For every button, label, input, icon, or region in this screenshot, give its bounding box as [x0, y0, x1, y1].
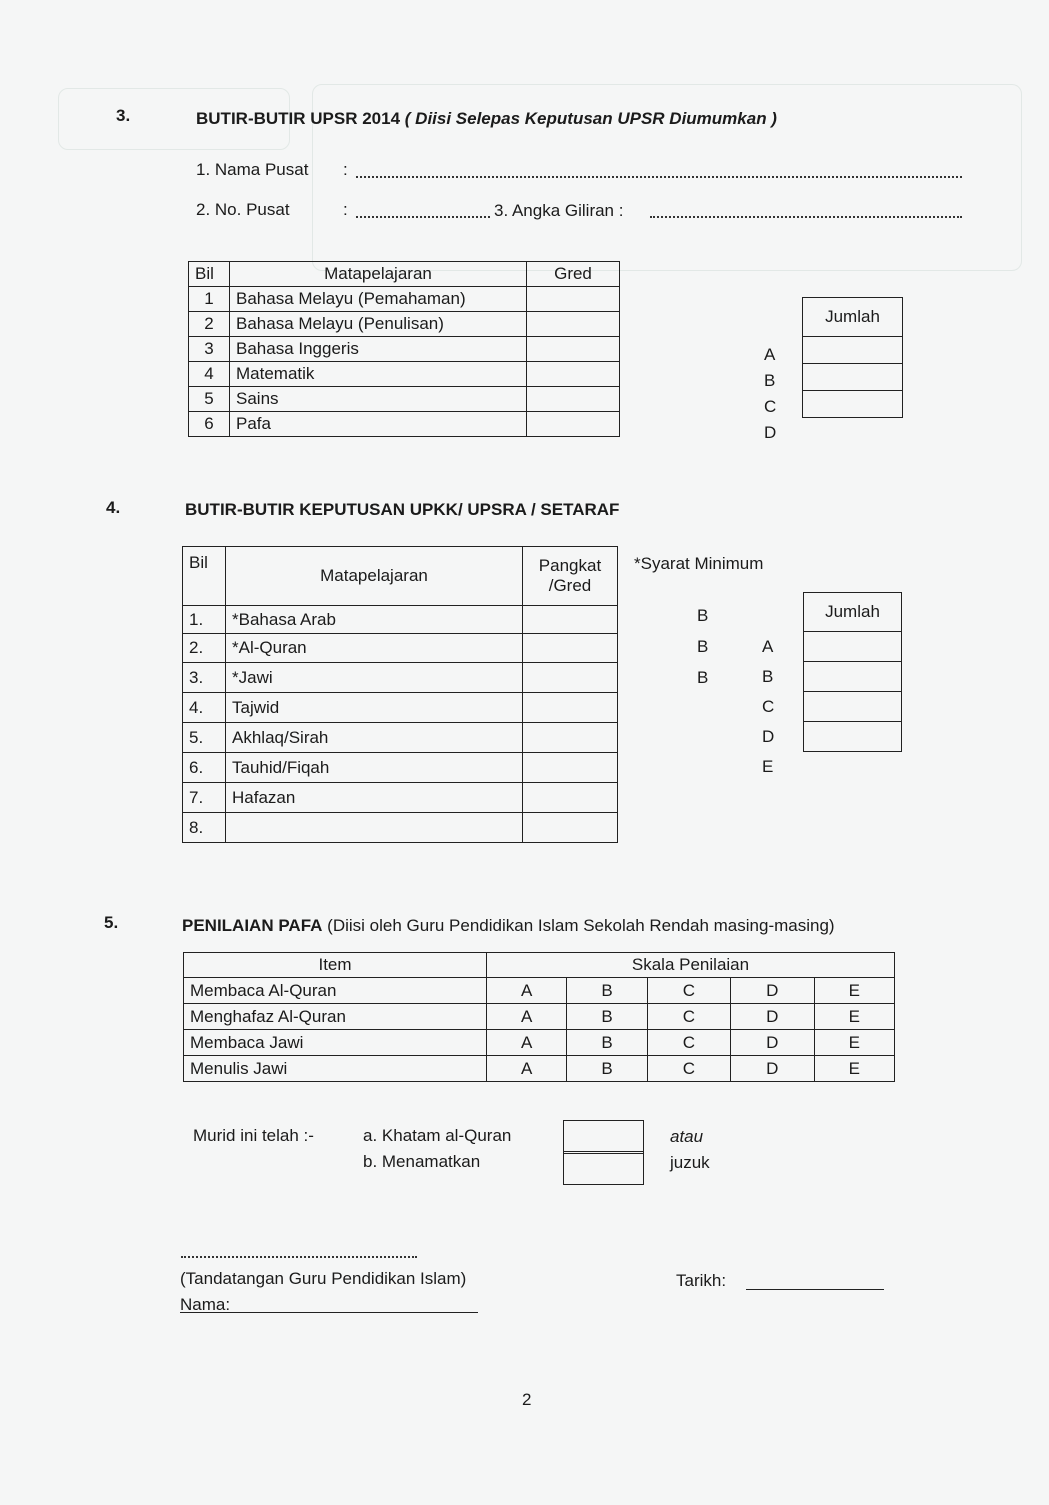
- row-bil: 2.: [183, 634, 226, 663]
- pangkat-gred-header: [523, 547, 618, 606]
- option-menamatkan: b. Menamatkan: [363, 1152, 481, 1171]
- juzuk-label: juzuk: [670, 1153, 710, 1172]
- scale-option[interactable]: A: [487, 1056, 567, 1082]
- upsr-jumlah-table: [802, 297, 903, 418]
- jumlah-letter: A: [762, 637, 774, 656]
- jumlah-letter: C: [764, 397, 777, 416]
- row-subject: Bahasa Inggeris: [230, 337, 527, 362]
- table-row: [184, 978, 895, 1004]
- table-row: [184, 1004, 895, 1030]
- section-5-title: PENILAIAN PAFA: [182, 916, 323, 935]
- tarikh-label: Tarikh:: [676, 1271, 727, 1290]
- table-row: [189, 362, 620, 387]
- row-grade-cell[interactable]: [527, 412, 620, 437]
- row-subject: Sains: [230, 387, 527, 412]
- angka-giliran-label: 3. Angka Giliran :: [494, 201, 624, 220]
- row-grade-cell[interactable]: [523, 693, 618, 723]
- upkk-jumlah-table: [803, 592, 902, 752]
- subject-header: Matapelajaran: [230, 262, 527, 287]
- option-khatam: a. Khatam al-Quran: [363, 1126, 512, 1145]
- section-5-note: (Diisi oleh Guru Pendidikan Islam Sekolah Rendah masing-masing): [327, 916, 835, 935]
- row-grade-cell[interactable]: [523, 813, 618, 843]
- pafa-item: Membaca Jawi: [184, 1030, 487, 1056]
- row-subject: Akhlaq/Sirah: [226, 723, 523, 753]
- scale-option[interactable]: B: [567, 1030, 647, 1056]
- row-subject: Pafa: [230, 412, 527, 437]
- row-grade-cell[interactable]: [523, 606, 618, 634]
- row-grade-cell[interactable]: [523, 663, 618, 693]
- syarat-value: B: [697, 668, 709, 687]
- row-grade-cell[interactable]: [527, 287, 620, 312]
- gred-label: /Gred: [548, 576, 592, 595]
- section-3-heading: [196, 109, 777, 129]
- row-subject[interactable]: [226, 813, 523, 843]
- no-pusat-label: 2. No. Pusat: [196, 200, 290, 219]
- row-subject: Matematik: [230, 362, 527, 387]
- upsr-grades-table: [188, 261, 620, 437]
- jumlah-cell-c[interactable]: [803, 391, 903, 418]
- section-5-number: 5.: [104, 913, 119, 932]
- khatam-checkbox[interactable]: [563, 1120, 644, 1154]
- table-row: [184, 1056, 895, 1082]
- subject-header: Matapelajaran: [226, 547, 523, 606]
- scale-option[interactable]: A: [487, 1030, 567, 1056]
- syarat-value: B: [697, 606, 709, 625]
- pafa-assessment-table: [183, 952, 895, 1082]
- row-subject: *Jawi: [226, 663, 523, 693]
- pafa-item: Menulis Jawi: [184, 1056, 487, 1082]
- row-subject: Bahasa Melayu (Pemahaman): [230, 287, 527, 312]
- signature-label: (Tandatangan Guru Pendidikan Islam): [180, 1269, 467, 1288]
- scale-option[interactable]: E: [814, 1004, 894, 1030]
- tarikh-field[interactable]: [746, 1289, 884, 1290]
- jumlah-letter: B: [762, 667, 774, 686]
- nama-field[interactable]: [180, 1312, 478, 1313]
- scale-header: Skala Penilaian: [487, 953, 895, 978]
- scale-option[interactable]: B: [567, 978, 647, 1004]
- upkk-grades-table: [182, 546, 618, 843]
- jumlah-cell-a[interactable]: [803, 337, 903, 364]
- table-row: [183, 663, 618, 693]
- jumlah-cell-a[interactable]: [804, 632, 902, 662]
- row-grade-cell[interactable]: [523, 753, 618, 783]
- pafa-item: Membaca Al-Quran: [184, 978, 487, 1004]
- section-4-title: BUTIR-BUTIR KEPUTUSAN UPKK/ UPSRA / SETARAF: [185, 500, 620, 519]
- row-bil: 4: [189, 362, 230, 387]
- table-header-row: [184, 953, 895, 978]
- section-3-title: BUTIR-BUTIR UPSR 2014: [196, 109, 401, 128]
- row-grade-cell[interactable]: [527, 387, 620, 412]
- jumlah-letter: E: [762, 757, 774, 776]
- scale-option[interactable]: A: [487, 978, 567, 1004]
- table-row: [189, 287, 620, 312]
- row-subject: *Bahasa Arab: [226, 606, 523, 634]
- jumlah-letter: D: [764, 423, 777, 442]
- scale-option[interactable]: C: [647, 978, 730, 1004]
- no-pusat-colon: :: [343, 200, 348, 219]
- row-bil: 6.: [183, 753, 226, 783]
- atau-label: atau: [670, 1127, 704, 1146]
- jumlah-header: Jumlah: [803, 298, 903, 337]
- row-subject: Hafazan: [226, 783, 523, 813]
- scale-option[interactable]: D: [731, 1030, 814, 1056]
- scale-option[interactable]: D: [731, 1004, 814, 1030]
- row-grade-cell[interactable]: [523, 783, 618, 813]
- table-header-row: [183, 547, 618, 606]
- jumlah-letter: B: [764, 371, 776, 390]
- row-bil: 3: [189, 337, 230, 362]
- jumlah-letter: D: [762, 727, 775, 746]
- row-grade-cell[interactable]: [523, 634, 618, 663]
- row-bil: 2: [189, 312, 230, 337]
- angka-giliran-field[interactable]: [650, 216, 962, 218]
- row-subject: Tauhid/Fiqah: [226, 753, 523, 783]
- bil-header: Bil: [189, 262, 230, 287]
- jumlah-letter: A: [764, 345, 776, 364]
- scale-option[interactable]: D: [731, 1056, 814, 1082]
- table-row: [189, 312, 620, 337]
- table-row: [183, 723, 618, 753]
- table-row: [189, 337, 620, 362]
- row-bil: 6: [189, 412, 230, 437]
- syarat-value: B: [697, 637, 709, 656]
- scale-option[interactable]: C: [647, 1030, 730, 1056]
- table-row: [189, 387, 620, 412]
- scale-option[interactable]: B: [567, 1004, 647, 1030]
- scale-option[interactable]: B: [567, 1056, 647, 1082]
- row-bil: 7.: [183, 783, 226, 813]
- page-number: 2: [522, 1390, 532, 1409]
- grade-header: Gred: [527, 262, 620, 287]
- row-bil: 3.: [183, 663, 226, 693]
- table-header-row: [189, 262, 620, 287]
- table-row: [183, 753, 618, 783]
- table-row: [183, 813, 618, 843]
- signature-line[interactable]: [181, 1256, 417, 1258]
- row-grade-cell[interactable]: [527, 362, 620, 387]
- table-row: [189, 412, 620, 437]
- nama-pusat-label: 1. Nama Pusat: [196, 160, 309, 179]
- table-row: [183, 634, 618, 663]
- pafa-item: Menghafaz Al-Quran: [184, 1004, 487, 1030]
- row-subject: *Al-Quran: [226, 634, 523, 663]
- jumlah-letter: C: [762, 697, 775, 716]
- row-subject: Bahasa Melayu (Penulisan): [230, 312, 527, 337]
- table-row: [183, 693, 618, 723]
- row-bil: 5.: [183, 723, 226, 753]
- section-4-number: 4.: [106, 498, 121, 517]
- scale-option[interactable]: E: [814, 1056, 894, 1082]
- row-subject: Tajwid: [226, 693, 523, 723]
- row-grade-cell[interactable]: [523, 723, 618, 753]
- table-row: [183, 606, 618, 634]
- syarat-minimum-title: *Syarat Minimum: [634, 554, 764, 573]
- jumlah-cell-b[interactable]: [803, 364, 903, 391]
- scale-option[interactable]: D: [731, 978, 814, 1004]
- row-bil: 8.: [183, 813, 226, 843]
- row-grade-cell[interactable]: [527, 337, 620, 362]
- table-row: [184, 1030, 895, 1056]
- juzuk-count-box[interactable]: [563, 1151, 644, 1185]
- bil-header: Bil: [183, 547, 226, 606]
- scale-option[interactable]: A: [487, 1004, 567, 1030]
- nama-label: Nama:: [180, 1295, 231, 1314]
- section-5-heading: [182, 916, 835, 936]
- row-bil: 5: [189, 387, 230, 412]
- scale-option[interactable]: C: [647, 1004, 730, 1030]
- pangkat-label: Pangkat: [538, 556, 602, 575]
- murid-label: Murid ini telah :-: [193, 1126, 314, 1145]
- row-bil: 1.: [183, 606, 226, 634]
- scale-option[interactable]: C: [647, 1056, 730, 1082]
- no-pusat-field[interactable]: [356, 216, 490, 218]
- scale-option[interactable]: E: [814, 978, 894, 1004]
- row-grade-cell[interactable]: [527, 312, 620, 337]
- jumlah-header: Jumlah: [804, 593, 902, 632]
- jumlah-cell-d[interactable]: [804, 722, 902, 752]
- section-3-number: 3.: [116, 106, 131, 125]
- table-row: [183, 783, 618, 813]
- row-bil: 4.: [183, 693, 226, 723]
- nama-pusat-field[interactable]: [356, 176, 962, 178]
- nama-pusat-colon: :: [343, 160, 348, 179]
- section-3-note: ( Diisi Selepas Keputusan UPSR Diumumkan ): [404, 109, 777, 128]
- jumlah-cell-c[interactable]: [804, 692, 902, 722]
- jumlah-cell-b[interactable]: [804, 662, 902, 692]
- item-header: Item: [184, 953, 487, 978]
- scale-option[interactable]: E: [814, 1030, 894, 1056]
- row-bil: 1: [189, 287, 230, 312]
